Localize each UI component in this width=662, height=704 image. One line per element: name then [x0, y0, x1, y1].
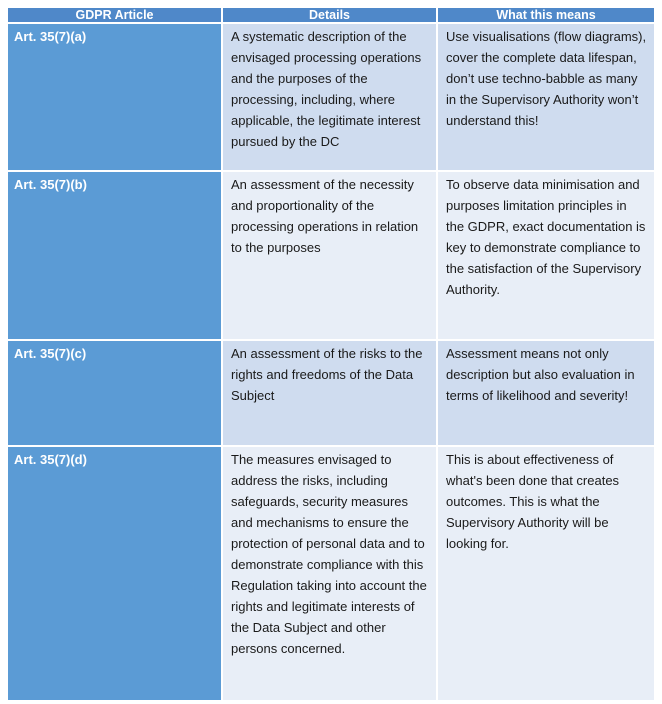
meaning-cell: This is about effectiveness of what's been done that creates outcomes. This is what the Supervisory Authority will be looking for.	[437, 446, 654, 700]
article-cell: Art. 35(7)(c)	[8, 340, 222, 446]
table-row	[8, 171, 654, 340]
article-cell: Art. 35(7)(b)	[8, 171, 222, 340]
meaning-cell: Use visualisations (flow diagrams), cover the complete data lifespan, don’t use techno-babble as many in the Supervisory Authority won’t understand this!	[437, 23, 654, 171]
meaning-cell: To observe data minimisation and purposes limitation principles in the GDPR, exact documentation is key to demonstrate compliance to the satisfaction of the Supervisory Authority.	[437, 171, 654, 340]
details-cell: The measures envisaged to address the risks, including safeguards, security measures and mechanisms to ensure the protection of personal data and to demonstrate compliance with this Regulation taking into account the rights and legitimate interests of the Data Subject and other persons concerned.	[222, 446, 437, 700]
table-row	[8, 340, 654, 446]
header-details: Details	[222, 8, 437, 23]
table-row	[8, 446, 654, 700]
header-row	[8, 8, 654, 23]
details-cell: An assessment of the necessity and proportionality of the processing operations in relation to the purposes	[222, 171, 437, 340]
table-header	[8, 8, 654, 23]
gdpr-article-table	[8, 8, 654, 700]
meaning-cell: Assessment means not only description but also evaluation in terms of likelihood and severity!	[437, 340, 654, 446]
header-what-this-means: What this means	[437, 8, 654, 23]
table-body	[8, 23, 654, 700]
details-cell: A systematic description of the envisaged processing operations and the purposes of the processing, including, where applicable, the legitimate interest pursued by the DC	[222, 23, 437, 171]
article-cell: Art. 35(7)(d)	[8, 446, 222, 700]
table-row	[8, 23, 654, 171]
article-cell: Art. 35(7)(a)	[8, 23, 222, 171]
header-gdpr-article: GDPR Article	[8, 8, 222, 23]
details-cell: An assessment of the risks to the rights and freedoms of the Data Subject	[222, 340, 437, 446]
